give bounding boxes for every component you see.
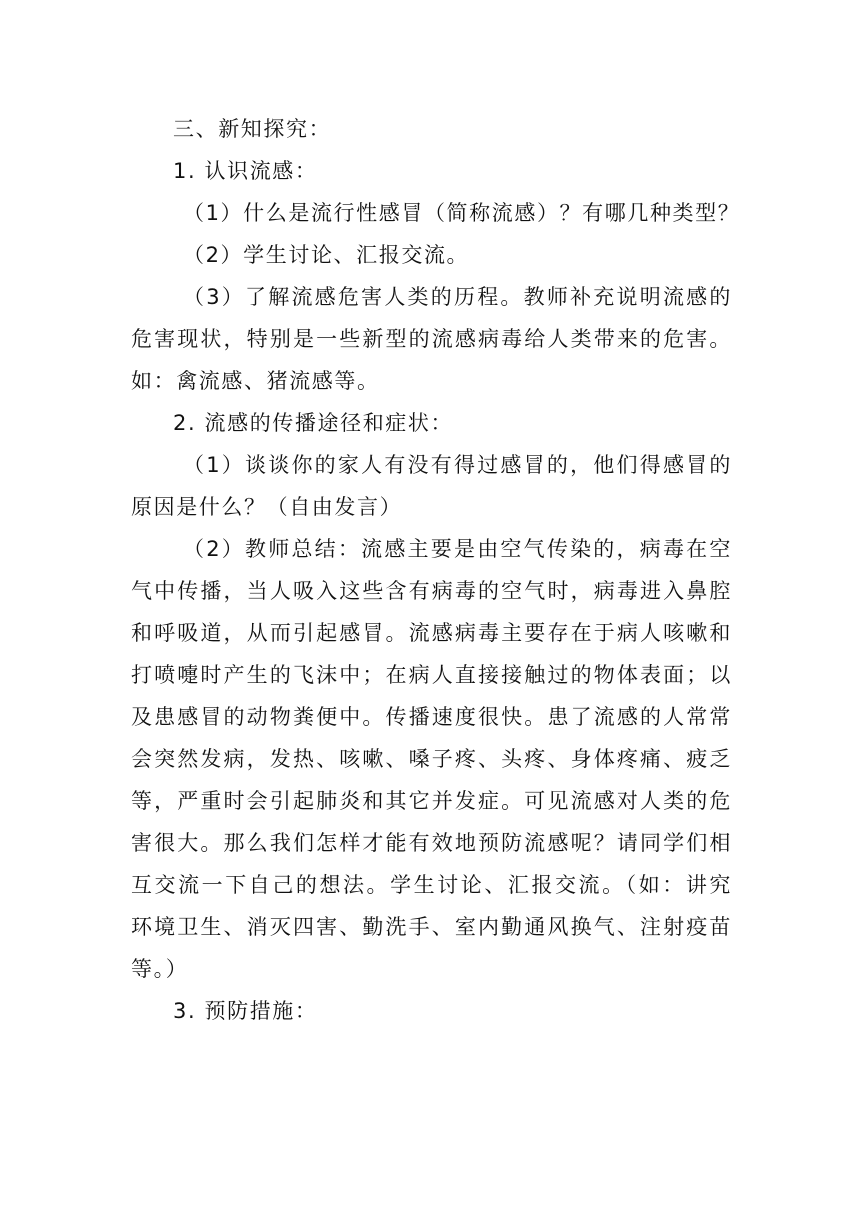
section2-item2-line7: 等，严重时会引起肺炎和其它并发症。可见流感对人类的危 [131,789,732,813]
section1-item3-line1: （3）了解流感危害人类的历程。教师补充说明流感的 [183,285,732,309]
section-heading: 三、新知探究： [173,117,332,141]
section2-item1-line1: （1）谈谈你的家人有没有得过感冒的，他们得感冒的 [183,453,732,477]
section2-item1-line2: 原因是什么？（自由发言） [131,495,403,519]
section2-title: 2. 流感的传播途径和症状： [173,411,454,435]
section2-item2-line11: 等。） [131,957,189,981]
section2-item2-line8: 害很大。那么我们怎样才能有效地预防流感呢？请同学们相 [131,831,732,855]
section2-item2-line1: （2）教师总结：流感主要是由空气传染的，病毒在空 [183,537,732,561]
section1-title: 1. 认识流感： [173,159,318,183]
section2-item2-line6: 会突然发病，发热、咳嗽、嗓子疼、头疼、身体疼痛、疲乏 [131,747,732,771]
section3-title: 3. 预防措施： [173,999,318,1023]
section2-item2-line5: 及患感冒的动物粪便中。传播速度很快。患了流感的人常常 [131,705,732,729]
section1-item3-line3: 如：禽流感、猪流感等。 [131,369,380,393]
section2-item2-line2: 气中传播，当人吸入这些含有病毒的空气时，病毒进入鼻腔 [131,579,732,603]
section2-item2-line10: 环境卫生、消灭四害、勤洗手、室内勤通风换气、注射疫苗 [131,915,732,939]
section1-item2: （2）学生讨论、汇报交流。 [183,243,470,267]
section1-item3-line2: 危害现状，特别是一些新型的流感病毒给人类带来的危害。 [131,327,732,351]
section2-item2-line3: 和呼吸道，从而引起感冒。流感病毒主要存在于病人咳嗽和 [131,621,732,645]
section2-item2-line4: 打喷嚏时产生的飞沫中；在病人直接接触过的物体表面；以 [131,663,732,687]
document-body [131,108,741,1032]
section2-item2-line9: 互交流一下自己的想法。学生讨论、汇报交流。（如：讲究 [131,873,732,897]
section1-item1: （1）什么是流行性感冒（简称流感）？有哪几种类型？ [183,201,741,225]
